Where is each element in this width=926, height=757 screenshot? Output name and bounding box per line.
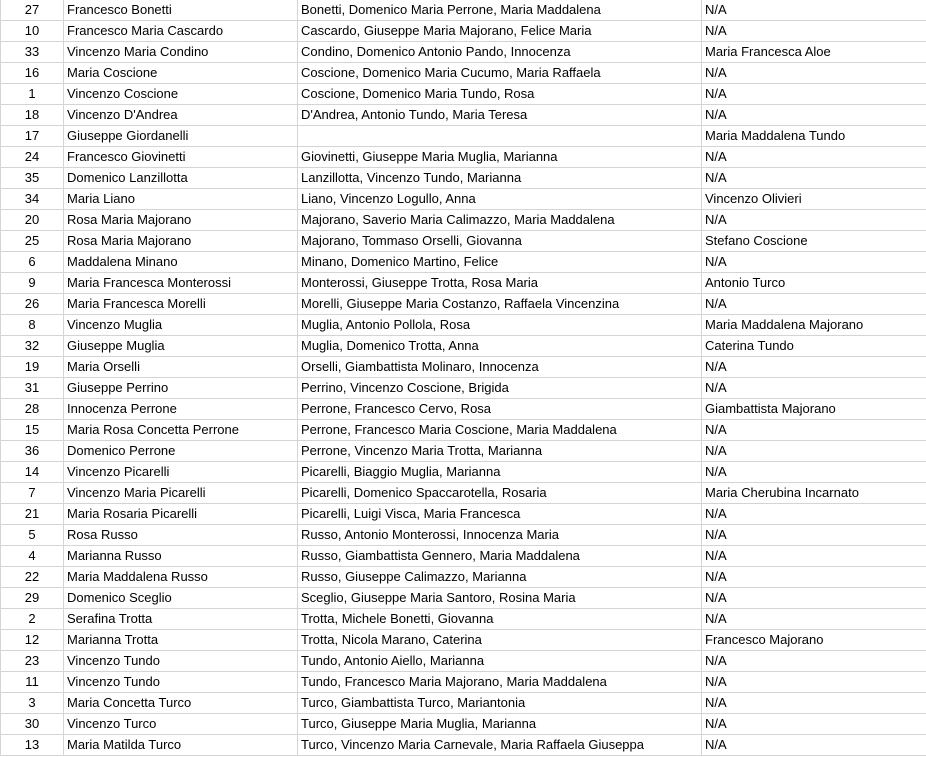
cell-name[interactable]: Giuseppe Muglia <box>64 336 298 357</box>
cell-id[interactable]: 21 <box>1 504 64 525</box>
cell-name[interactable]: Innocenza Perrone <box>64 399 298 420</box>
cell-spouse[interactable]: N/A <box>702 546 926 567</box>
cell-name[interactable]: Vincenzo Muglia <box>64 315 298 336</box>
cell-parents[interactable]: Tundo, Francesco Maria Majorano, Maria Maddalena <box>298 672 702 693</box>
cell-name[interactable]: Maria Rosa Concetta Perrone <box>64 420 298 441</box>
cell-id[interactable]: 11 <box>1 672 64 693</box>
cell-name[interactable]: Giuseppe Giordanelli <box>64 126 298 147</box>
cell-parents[interactable]: Trotta, Michele Bonetti, Giovanna <box>298 609 702 630</box>
cell-id[interactable]: 3 <box>1 693 64 714</box>
table-row <box>1 714 926 735</box>
cell-spouse[interactable]: N/A <box>702 147 926 168</box>
table-row <box>1 336 926 357</box>
table-row <box>1 735 926 756</box>
table-row <box>1 630 926 651</box>
cell-name[interactable]: Francesco Giovinetti <box>64 147 298 168</box>
cell-id[interactable]: 17 <box>1 126 64 147</box>
cell-parents[interactable] <box>298 126 702 147</box>
cell-name[interactable]: Vincenzo Maria Condino <box>64 42 298 63</box>
table-row <box>1 294 926 315</box>
cell-id[interactable]: 8 <box>1 315 64 336</box>
table-row <box>1 315 926 336</box>
cell-name[interactable]: Maria Matilda Turco <box>64 735 298 756</box>
table-row <box>1 441 926 462</box>
cell-parents[interactable]: Perrino, Vincenzo Coscione, Brigida <box>298 378 702 399</box>
cell-spouse[interactable]: N/A <box>702 105 926 126</box>
cell-parents[interactable]: Turco, Vincenzo Maria Carnevale, Maria Raffaela Giuseppa <box>298 735 702 756</box>
cell-id[interactable]: 32 <box>1 336 64 357</box>
table-row <box>1 420 926 441</box>
cell-parents[interactable]: Russo, Giuseppe Calimazzo, Marianna <box>298 567 702 588</box>
cell-name[interactable]: Rosa Maria Majorano <box>64 231 298 252</box>
cell-parents[interactable]: Bonetti, Domenico Maria Perrone, Maria Maddalena <box>298 0 702 21</box>
cell-spouse[interactable]: N/A <box>702 210 926 231</box>
cell-parents[interactable]: Perrone, Francesco Cervo, Rosa <box>298 399 702 420</box>
cell-parents[interactable]: Russo, Antonio Monterossi, Innocenza Maria <box>298 525 702 546</box>
cell-name[interactable]: Vincenzo Turco <box>64 714 298 735</box>
cell-parents[interactable]: Morelli, Giuseppe Maria Costanzo, Raffaela Vincenzina <box>298 294 702 315</box>
cell-parents[interactable]: Tundo, Antonio Aiello, Marianna <box>298 651 702 672</box>
cell-spouse[interactable]: Antonio Turco <box>702 273 926 294</box>
cell-name[interactable]: Vincenzo Picarelli <box>64 462 298 483</box>
cell-id[interactable]: 4 <box>1 546 64 567</box>
cell-spouse[interactable]: N/A <box>702 651 926 672</box>
table-row <box>1 609 926 630</box>
cell-id[interactable]: 36 <box>1 441 64 462</box>
cell-id[interactable]: 19 <box>1 357 64 378</box>
table-row <box>1 546 926 567</box>
cell-id[interactable]: 20 <box>1 210 64 231</box>
table-row <box>1 105 926 126</box>
cell-name[interactable]: Domenico Perrone <box>64 441 298 462</box>
table-row <box>1 252 926 273</box>
cell-parents[interactable]: Cascardo, Giuseppe Maria Majorano, Felice Maria <box>298 21 702 42</box>
table-row <box>1 189 926 210</box>
cell-id[interactable]: 30 <box>1 714 64 735</box>
cell-parents[interactable]: Giovinetti, Giuseppe Maria Muglia, Marianna <box>298 147 702 168</box>
cell-spouse[interactable]: N/A <box>702 357 926 378</box>
table-row <box>1 483 926 504</box>
cell-parents[interactable]: Coscione, Domenico Maria Tundo, Rosa <box>298 84 702 105</box>
cell-name[interactable]: Francesco Maria Cascardo <box>64 21 298 42</box>
cell-id[interactable]: 31 <box>1 378 64 399</box>
cell-id[interactable]: 28 <box>1 399 64 420</box>
cell-parents[interactable]: Lanzillotta, Vincenzo Tundo, Marianna <box>298 168 702 189</box>
cell-parents[interactable]: Majorano, Saverio Maria Calimazzo, Maria Maddalena <box>298 210 702 231</box>
cell-spouse[interactable]: N/A <box>702 294 926 315</box>
cell-spouse[interactable]: N/A <box>702 693 926 714</box>
cell-name[interactable]: Maria Rosaria Picarelli <box>64 504 298 525</box>
cell-spouse[interactable]: N/A <box>702 462 926 483</box>
cell-name[interactable]: Domenico Lanzillotta <box>64 168 298 189</box>
cell-name[interactable]: Maria Liano <box>64 189 298 210</box>
cell-spouse[interactable]: Vincenzo Olivieri <box>702 189 926 210</box>
cell-parents[interactable]: Picarelli, Luigi Visca, Maria Francesca <box>298 504 702 525</box>
cell-spouse[interactable]: N/A <box>702 63 926 84</box>
cell-spouse[interactable]: N/A <box>702 84 926 105</box>
table-row <box>1 672 926 693</box>
cell-id[interactable]: 16 <box>1 63 64 84</box>
cell-id[interactable]: 29 <box>1 588 64 609</box>
cell-spouse[interactable]: Maria Maddalena Tundo <box>702 126 926 147</box>
cell-id[interactable]: 10 <box>1 21 64 42</box>
cell-spouse[interactable]: N/A <box>702 441 926 462</box>
cell-parents[interactable]: Perrone, Vincenzo Maria Trotta, Marianna <box>298 441 702 462</box>
table-row <box>1 63 926 84</box>
cell-id[interactable]: 7 <box>1 483 64 504</box>
cell-parents[interactable]: D'Andrea, Antonio Tundo, Maria Teresa <box>298 105 702 126</box>
cell-spouse[interactable]: N/A <box>702 21 926 42</box>
cell-parents[interactable]: Liano, Vincenzo Logullo, Anna <box>298 189 702 210</box>
table-row <box>1 42 926 63</box>
table-row <box>1 84 926 105</box>
cell-parents[interactable]: Russo, Giambattista Gennero, Maria Maddalena <box>298 546 702 567</box>
cell-name[interactable]: Maria Concetta Turco <box>64 693 298 714</box>
table-row <box>1 693 926 714</box>
table-row <box>1 567 926 588</box>
cell-spouse[interactable]: Caterina Tundo <box>702 336 926 357</box>
cell-name[interactable]: Maria Maddalena Russo <box>64 567 298 588</box>
table-row <box>1 399 926 420</box>
cell-id[interactable]: 14 <box>1 462 64 483</box>
cell-parents[interactable]: Condino, Domenico Antonio Pando, Innocenza <box>298 42 702 63</box>
cell-spouse[interactable]: Maria Cherubina Incarnato <box>702 483 926 504</box>
cell-name[interactable]: Vincenzo Tundo <box>64 672 298 693</box>
cell-id[interactable]: 18 <box>1 105 64 126</box>
table-row <box>1 504 926 525</box>
cell-spouse[interactable]: N/A <box>702 735 926 756</box>
cell-name[interactable]: Giuseppe Perrino <box>64 378 298 399</box>
cell-parents[interactable]: Coscione, Domenico Maria Cucumo, Maria Raffaela <box>298 63 702 84</box>
cell-name[interactable]: Marianna Trotta <box>64 630 298 651</box>
cell-name[interactable]: Maria Coscione <box>64 63 298 84</box>
cell-id[interactable]: 33 <box>1 42 64 63</box>
cell-parents[interactable]: Majorano, Tommaso Orselli, Giovanna <box>298 231 702 252</box>
table-row <box>1 210 926 231</box>
cell-name[interactable]: Maria Francesca Monterossi <box>64 273 298 294</box>
cell-name[interactable]: Vincenzo Maria Picarelli <box>64 483 298 504</box>
cell-name[interactable]: Vincenzo Tundo <box>64 651 298 672</box>
cell-id[interactable]: 25 <box>1 231 64 252</box>
table-row <box>1 651 926 672</box>
cell-id[interactable]: 6 <box>1 252 64 273</box>
cell-id[interactable]: 26 <box>1 294 64 315</box>
cell-id[interactable]: 23 <box>1 651 64 672</box>
cell-spouse[interactable]: Maria Francesca Aloe <box>702 42 926 63</box>
cell-spouse[interactable]: Giambattista Majorano <box>702 399 926 420</box>
cell-name[interactable]: Vincenzo Coscione <box>64 84 298 105</box>
cell-id[interactable]: 13 <box>1 735 64 756</box>
table-row <box>1 147 926 168</box>
table-row <box>1 462 926 483</box>
cell-spouse[interactable]: N/A <box>702 252 926 273</box>
cell-spouse[interactable]: N/A <box>702 378 926 399</box>
cell-id[interactable]: 1 <box>1 84 64 105</box>
cell-parents[interactable]: Muglia, Antonio Pollola, Rosa <box>298 315 702 336</box>
table-row <box>1 168 926 189</box>
cell-parents[interactable]: Sceglio, Giuseppe Maria Santoro, Rosina Maria <box>298 588 702 609</box>
cell-parents[interactable]: Minano, Domenico Martino, Felice <box>298 252 702 273</box>
cell-spouse[interactable]: N/A <box>702 609 926 630</box>
cell-spouse[interactable]: Francesco Majorano <box>702 630 926 651</box>
cell-name[interactable]: Maria Francesca Morelli <box>64 294 298 315</box>
cell-name[interactable]: Maddalena Minano <box>64 252 298 273</box>
cell-name[interactable]: Vincenzo D'Andrea <box>64 105 298 126</box>
cell-spouse[interactable]: N/A <box>702 168 926 189</box>
table-row <box>1 231 926 252</box>
cell-parents[interactable]: Perrone, Francesco Maria Coscione, Maria Maddalena <box>298 420 702 441</box>
table-row <box>1 21 926 42</box>
cell-parents[interactable]: Orselli, Giambattista Molinaro, Innocenza <box>298 357 702 378</box>
cell-parents[interactable]: Muglia, Domenico Trotta, Anna <box>298 336 702 357</box>
cell-name[interactable]: Rosa Maria Majorano <box>64 210 298 231</box>
cell-name[interactable]: Marianna Russo <box>64 546 298 567</box>
cell-id[interactable]: 34 <box>1 189 64 210</box>
cell-spouse[interactable]: N/A <box>702 567 926 588</box>
cell-spouse[interactable]: N/A <box>702 504 926 525</box>
cell-id[interactable]: 24 <box>1 147 64 168</box>
spreadsheet-body <box>1 0 926 756</box>
cell-spouse[interactable]: Maria Maddalena Majorano <box>702 315 926 336</box>
cell-id[interactable]: 12 <box>1 630 64 651</box>
cell-parents[interactable]: Monterossi, Giuseppe Trotta, Rosa Maria <box>298 273 702 294</box>
cell-id[interactable]: 2 <box>1 609 64 630</box>
cell-id[interactable]: 22 <box>1 567 64 588</box>
cell-parents[interactable]: Picarelli, Domenico Spaccarotella, Rosaria <box>298 483 702 504</box>
table-row <box>1 273 926 294</box>
cell-name[interactable]: Maria Orselli <box>64 357 298 378</box>
cell-parents[interactable]: Trotta, Nicola Marano, Caterina <box>298 630 702 651</box>
cell-id[interactable]: 27 <box>1 0 64 21</box>
cell-spouse[interactable]: N/A <box>702 0 926 21</box>
cell-id[interactable]: 15 <box>1 420 64 441</box>
cell-parents[interactable]: Turco, Giambattista Turco, Mariantonia <box>298 693 702 714</box>
cell-spouse[interactable]: N/A <box>702 420 926 441</box>
cell-spouse[interactable]: N/A <box>702 714 926 735</box>
cell-id[interactable]: 9 <box>1 273 64 294</box>
table-row <box>1 378 926 399</box>
cell-name[interactable]: Serafina Trotta <box>64 609 298 630</box>
cell-spouse[interactable]: N/A <box>702 672 926 693</box>
cell-name[interactable]: Francesco Bonetti <box>64 0 298 21</box>
table-row <box>1 0 926 21</box>
cell-id[interactable]: 5 <box>1 525 64 546</box>
cell-spouse[interactable]: N/A <box>702 525 926 546</box>
cell-parents[interactable]: Picarelli, Biaggio Muglia, Marianna <box>298 462 702 483</box>
table-row <box>1 126 926 147</box>
cell-parents[interactable]: Turco, Giuseppe Maria Muglia, Marianna <box>298 714 702 735</box>
cell-spouse[interactable]: N/A <box>702 588 926 609</box>
table-row <box>1 588 926 609</box>
cell-name[interactable]: Rosa Russo <box>64 525 298 546</box>
cell-name[interactable]: Domenico Sceglio <box>64 588 298 609</box>
table-row <box>1 357 926 378</box>
table-row <box>1 525 926 546</box>
cell-id[interactable]: 35 <box>1 168 64 189</box>
cell-spouse[interactable]: Stefano Coscione <box>702 231 926 252</box>
